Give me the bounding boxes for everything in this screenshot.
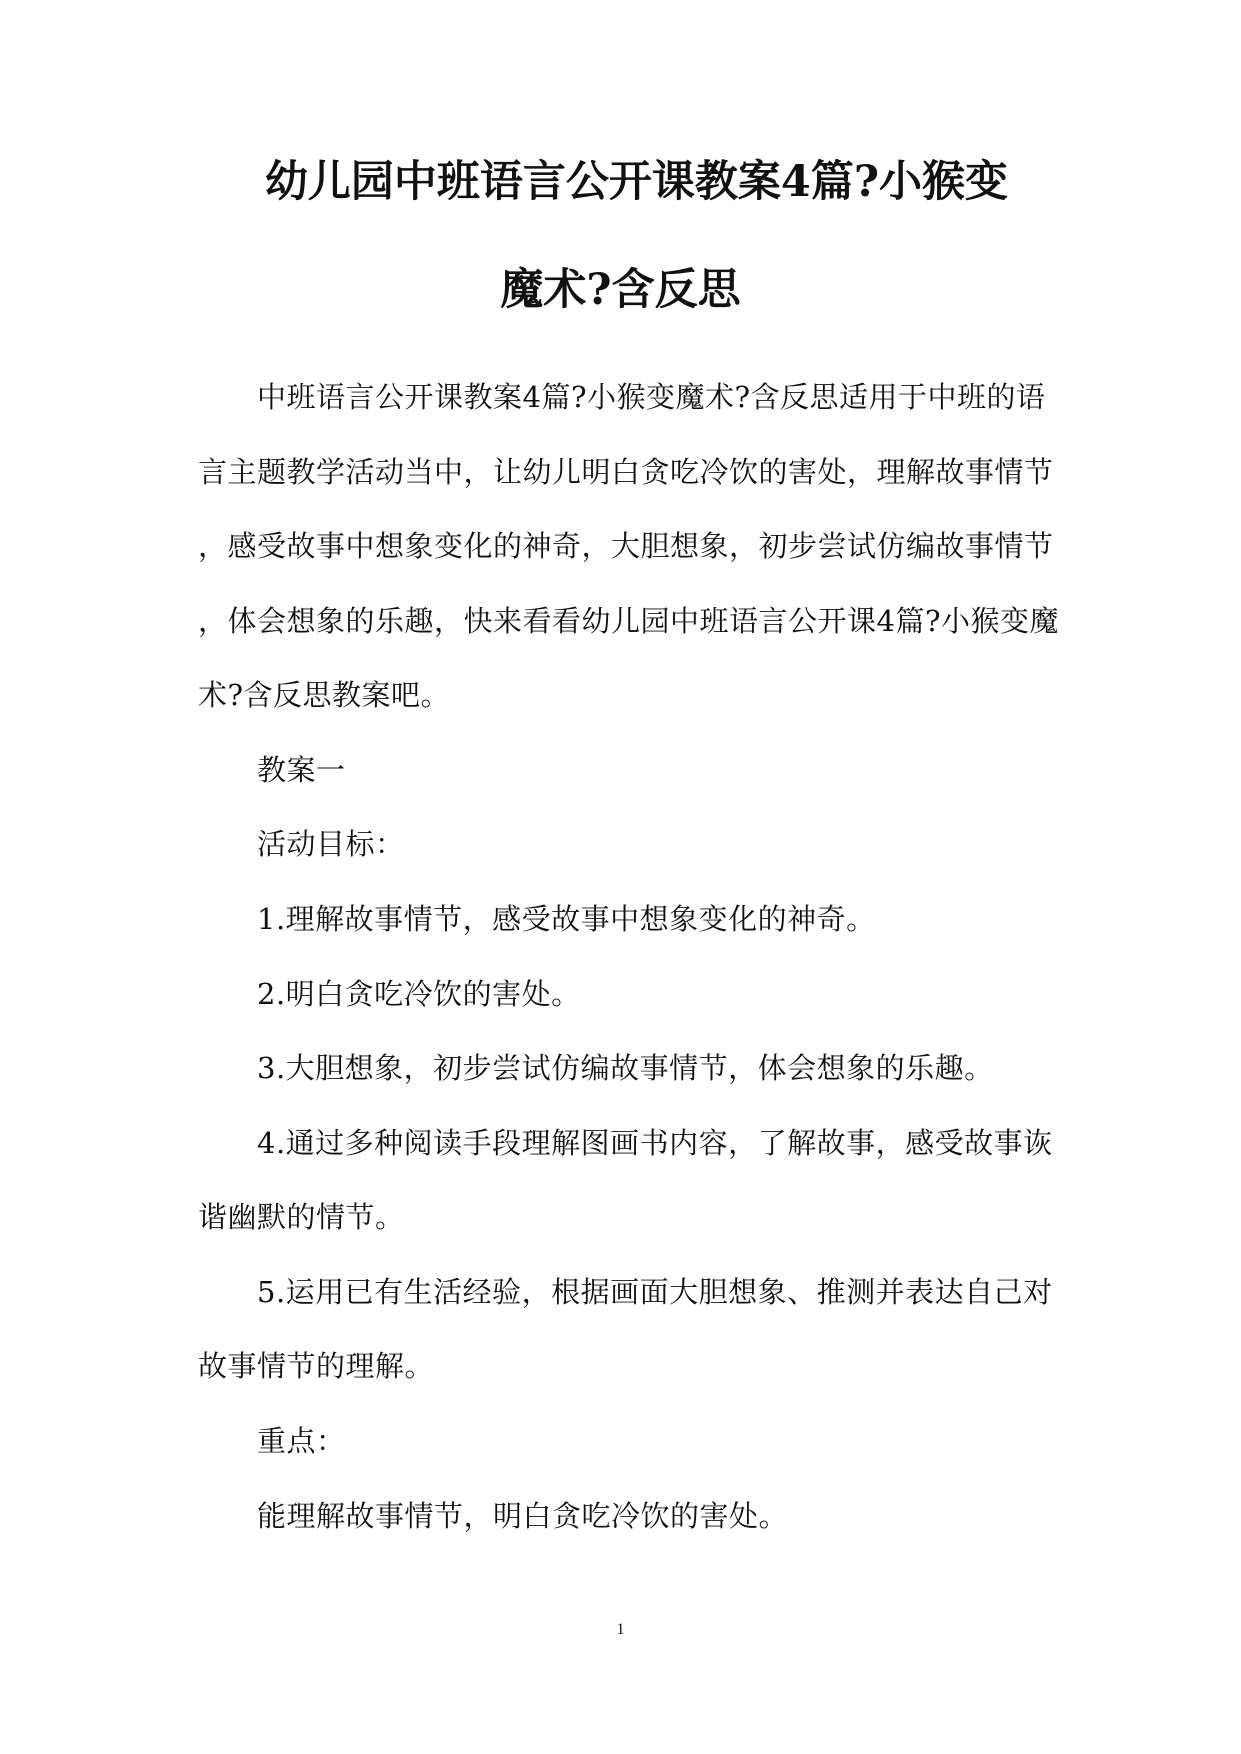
key-points-label: 重点： [257,1424,346,1458]
intro-line-4: ，体会想象的乐趣，快来看看幼儿园中班语言公开课4篇?小猴变魔 [198,604,1059,638]
section-heading: 教案一 [257,753,346,787]
goal-item-4: 4.通过多种阅读手段理解图画书内容，了解故事，感受故事诙 [257,1126,1053,1160]
goal-item-2: 2.明白贪吃冷饮的害处。 [257,977,581,1011]
intro-line-2: 言主题教学活动当中，让幼儿明白贪吃冷饮的害处，理解故事情节 [198,455,1054,489]
intro-line-1: 中班语言公开课教案4篇?小猴变魔术?含反思适用于中班的语 [257,380,1046,414]
goal-item-4-continued: 谐幽默的情节。 [198,1200,405,1234]
goals-label: 活动目标： [257,827,405,861]
goal-item-3: 3.大胆想象，初步尝试仿编故事情节，体会想象的乐趣。 [257,1051,994,1085]
document-title-line-1: 幼儿园中班语言公开课教案4篇?小猴变 [264,157,1009,207]
document-title-line-2: 魔术?含反思 [500,265,741,315]
goal-item-5: 5.运用已有生活经验，根据画面大胆想象、推测并表达自己对 [257,1275,1053,1309]
goal-item-5-continued: 故事情节的理解。 [198,1349,435,1383]
goal-item-1: 1.理解故事情节，感受故事中想象变化的神奇。 [257,902,876,936]
intro-line-3: ，感受故事中想象变化的神奇，大胆想象，初步尝试仿编故事情节 [198,529,1054,563]
key-points-text: 能理解故事情节，明白贪吃冷饮的害处。 [257,1499,789,1533]
page-number: 1 [616,1621,625,1638]
intro-line-5: 术?含反思教案吧。 [198,678,451,712]
